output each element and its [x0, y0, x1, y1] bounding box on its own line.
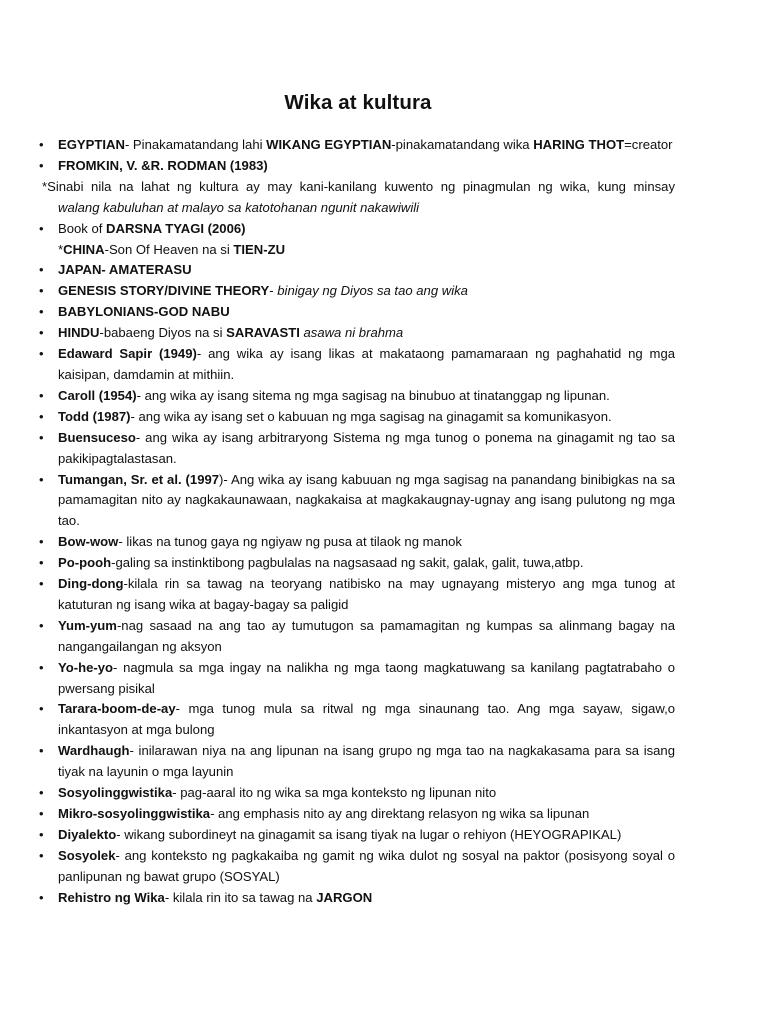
bold-text-run: Edaward Sapir (1949): [58, 346, 197, 362]
bold-text-run: Wardhaugh: [58, 743, 130, 759]
bold-text-run: WIKANG EGYPTIAN: [266, 137, 392, 152]
bold-text-run: Yum-yum: [58, 617, 117, 633]
bold-text-run: Todd (1987): [58, 408, 131, 424]
bold-text-run: JAPAN- AMATERASU: [58, 262, 192, 278]
text-run: Book of: [58, 220, 107, 236]
text-run: *: [58, 241, 64, 257]
content-list: [42, 135, 675, 909]
text-run: - ang konteksto ng pagkakaiba ng gamit ng wika dulot ng sosyal na paktor (posisyong soyal o panlipunan ng bawat grupo (SOSYAL): [58, 847, 675, 884]
text-run: -babaeng Diyos na si: [99, 325, 227, 341]
text-run: - ang wika ay isang set o kabuuan ng mga sagisag na ginagamit sa komunikasyon.: [130, 408, 612, 424]
bullet-item: [42, 804, 675, 825]
bold-text-run: EGYPTIAN: [58, 137, 125, 152]
bold-text-run: CHINA: [63, 241, 105, 257]
italic-text-run: walang kabuluhan at malayo sa katotohanan ngunit nakawiwili: [58, 199, 420, 215]
note-continuation-line: [42, 198, 675, 219]
bullet-item: [42, 574, 675, 616]
bullet-item: [42, 407, 675, 428]
bold-text-run: Bow-wow: [58, 534, 119, 550]
text-run: - ang wika ay isang sitema ng mga sagisag na binubuo at tinatanggap ng lipunan.: [136, 387, 610, 403]
bold-text-run: Mikro-sosyolinggwistika: [58, 806, 211, 821]
text-run: -galing sa instinktibong pagbulalas na nagsasaad ng sakit, galak, galit, tuwa,atbp.: [111, 555, 584, 571]
bullet-item: [42, 741, 675, 783]
bullet-item: [42, 323, 675, 344]
bold-text-run: SARAVASTI: [226, 325, 300, 341]
italic-text-run: binigay ng Diyos sa tao ang wika: [277, 283, 468, 299]
text-run: *Sinabi nila na lahat ng kultura ay may kani-kanilang kuwento ng pinagmulan ng wika, kung minsay: [42, 178, 675, 194]
bullet-item: [42, 553, 675, 574]
text-run: - ang wika ay isang likas at makataong pamamaraan ng paghahatid ng mga kaisipan, damdamin at mithiin.: [58, 346, 676, 382]
bullet-item: [42, 783, 675, 804]
bold-text-run: Rehistro ng Wika: [58, 889, 165, 905]
text-run: - wikang subordineyt na ginagamit sa isang tiyak na lugar o rehiyon (HEYOGRAPIKAL): [116, 826, 622, 842]
text-run: - inilarawan niya na ang lipunan na isang grupo ng mga tao na nagkakasama para sa isang tiyak na layunin o mga layunin: [58, 743, 675, 780]
bullet-item: [42, 825, 675, 846]
text-run: - mga tunog mula sa ritwal ng mga sinaunang tao. Ang mga sayaw, sigaw,o inkantasyon at mga bulong: [58, 701, 675, 738]
bold-text-run: Sosyolinggwistika: [58, 785, 173, 801]
text-run: - ang wika ay isang arbitraryong Sistema ng mga tunog o ponema na ginagamit ng tao sa pakikipagtalastasan.: [58, 429, 675, 466]
bold-text-run: Sosyolek: [58, 847, 116, 863]
bullet-item: [42, 281, 675, 302]
note-first-line: [42, 177, 675, 198]
text-run: =creator: [624, 137, 673, 152]
bold-text-run: Diyalekto: [58, 826, 117, 842]
text-run: - likas na tunog gaya ng ngiyaw ng pusa at tilaok ng manok: [118, 534, 462, 550]
bold-text-run: JARGON: [316, 889, 373, 905]
bold-text-run: TIEN-ZU: [233, 241, 286, 257]
bullet-item: [42, 302, 675, 323]
bold-text-run: Buensuceso: [58, 429, 136, 445]
bold-text-run: Ding-dong: [58, 576, 124, 592]
bullet-item: [42, 658, 675, 700]
bold-text-run: HARING THOT: [533, 137, 625, 152]
text-run: - ang emphasis nito ay ang direktang relasyon ng wika sa lipunan: [210, 806, 590, 821]
bullet-item: [42, 846, 675, 888]
bold-text-run: Tarara-boom-de-ay: [58, 701, 176, 717]
text-run: - pag-aaral ito ng wika sa mga konteksto ng lipunan nito: [172, 785, 497, 801]
italic-text-run: asawa ni brahma: [303, 325, 404, 341]
bullet-item: [42, 344, 675, 386]
bold-text-run: Yo-he-yo: [58, 659, 114, 675]
text-run: -Son Of Heaven na si: [104, 241, 234, 257]
bullet-item: [42, 616, 675, 658]
bold-text-run: Po-pooh: [58, 555, 112, 571]
bullet-item: [42, 260, 675, 281]
bullet-item: [42, 219, 675, 240]
bullet-item: [42, 470, 675, 533]
bullet-item: [42, 532, 675, 553]
note-line: [42, 177, 675, 219]
page-title: Wika at kultura: [284, 91, 432, 114]
bold-text-run: FROMKIN, V. &R. RODMAN (1983): [58, 157, 268, 173]
text-run: )- Ang wika ay isang kabuuan ng mga sagisag na panandang binibigkas na sa pamamagitan nito ay nagkakaunawaan, nagkakaisa at magkakaugnay-ugnay ang isang pulutong ng mga tao.: [58, 471, 675, 529]
bullet-item: [42, 386, 675, 407]
bold-text-run: HINDU: [58, 325, 100, 341]
note-line: [42, 240, 675, 261]
bold-text-run: BABYLONIANS-GOD NABU: [58, 304, 230, 320]
text-run: - kilala rin ito sa tawag na: [164, 889, 317, 905]
bold-text-run: Caroll (1954): [58, 387, 137, 403]
bold-text-run: Tumangan, Sr. et al. (1997: [58, 471, 220, 487]
bullet-item: [42, 699, 675, 741]
bullet-item: [42, 428, 675, 470]
bullet-item: [42, 156, 675, 177]
bold-text-run: GENESIS STORY/DIVINE THEORY: [58, 283, 270, 299]
text-run: -pinakamatandang wika: [391, 137, 534, 152]
text-run: -nag sasaad na ang tao ay tumutugon sa pamamagitan ng kumpas sa alinmang bagay na nangangailangan ng aksyon: [58, 617, 675, 654]
text-run: -: [269, 283, 278, 299]
bullet-item: [42, 888, 675, 909]
text-run: - nagmula sa mga ingay na nalikha ng mga taong magkatuwang sa kanilang pagtatrabaho o pwersang pisikal: [58, 659, 675, 696]
bold-text-run: DARSNA TYAGI (2006): [106, 220, 246, 236]
text-run: -kilala rin sa tawag na teoryang natibisko na may ugnayang misteryo ang mga tunog at katuturan ng isang wika at bagay-bagay sa paligid: [58, 576, 675, 612]
text-run: - Pinakamatandang lahi: [124, 137, 267, 152]
bullet-item: [42, 135, 675, 156]
